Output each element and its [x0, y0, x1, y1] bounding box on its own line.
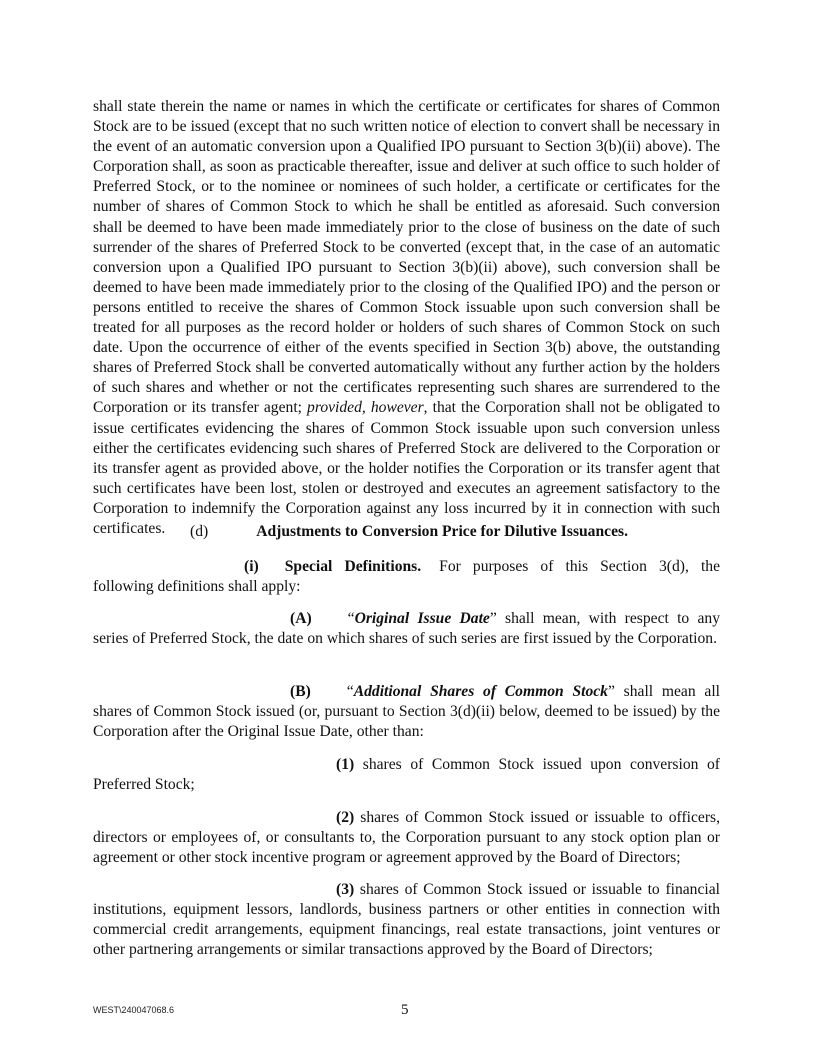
section-d-label: (d) [190, 523, 209, 540]
sub-B-label: (B) [290, 683, 311, 700]
item-1-paragraph [93, 755, 720, 795]
section-d-title: Adjustments to Conversion Price for Dilutive Issuances. [256, 523, 628, 540]
intro-text-b: , that the Corporation shall not be obligated to issue certificates evidencing the shares of Common Stock issuable upon such conversion unless either the certificates evidencing such shares of Preferred Stock are delivered to the Corporation or its transfer agent as provided above, or the holder notifies the Corporation or its transfer agent that such certificates have been lost, stolen or destroyed and executes an agreement satisfactory to the Corporation to indemnify the Corporation against any loss incurred by it in connection with such certificates. [93, 399, 720, 537]
sub-B-paragraph: (B) “Additional Shares of Common Stock” shall mean all shares of Common Stock issued (or, pursuant to Section 3(d)(ii) below, deemed to be issued) by the Corporation after the Original Issue Date, other than: [93, 683, 720, 741]
page-number: 5 [401, 1002, 409, 1018]
item-3-text: shares of Common Stock issued or issuable to financial institutions, equipment lessors, landlords, business partners or other entities in connection with commercial credit arrangements, equipment financings, real estate transactions, joint ventures or other partnering arrangements or similar transactions approved by the Board of Directors; [93, 881, 720, 959]
sub-B-text: shall mean all shares of Common Stock issued (or, pursuant to Section 3(d)(ii) below, deemed to be issued) by the Corporation after the Original Issue Date, other than: [93, 683, 720, 741]
section-d-heading [190, 522, 628, 542]
intro-italic: provided, however [307, 399, 424, 417]
sub-i-text: For purposes of this Section 3(d), the following definitions shall apply: [93, 558, 720, 596]
intro-text-a: shall state therein the name or names in which the certificate or certificates for shares of Common Stock are to be issued (except that no such written notice of election to convert shall be necessary in the event of an automatic conversion upon a Qualified IPO pursuant to Section 3(b)(ii) above). The Corporation shall, as soon as practicable thereafter, issue and deliver at such office to such holder of Preferred Stock, or to the nominee or nominees of such holder, a certificate or certificates for the number of shares of Common Stock to which he shall be entitled as aforesaid. Such conversion shall be deemed to have been made immediately prior to the close of business on the date of such surrender of the shares of Preferred Stock to be converted (except that, in the case of an automatic conversion upon a Qualified IPO pursuant to Section 3(b)(ii) above), such conversion shall be deemed to have been made immediately prior to the closing of the Qualified IPO) and the person or persons entitled to receive the shares of Common Stock issuable upon such conversion shall be treated for all purposes as the record holder or holders of such shares of Common Stock on such date. Upon the occurrence of either of the events specified in Section 3(b) above, the outstanding shares of Preferred Stock shall be converted automatically without any further action by the holders of such shares and whether or not the certificates representing such shares are surrendered to the Corporation or its transfer agent; [93, 98, 720, 417]
sub-i-title: Special Definitions. [284, 558, 422, 575]
sub-i-paragraph [93, 557, 720, 597]
item-3-label: (3) [336, 881, 355, 898]
sub-A-term: Original Issue Date [354, 610, 490, 627]
sub-A-paragraph: (A) “Original Issue Date” shall mean, with respect to any series of Preferred Stock, the date on which shares of such series are first issued by the Corporation. [93, 610, 720, 648]
item-3-paragraph [93, 880, 720, 960]
item-2-text: shares of Common Stock issued or issuable to officers, directors or employees of, or consultants to, the Corporation pursuant to any stock option plan or agreement or other stock incentive program or agreement approved by the Board of Directors; [93, 809, 720, 867]
intro-paragraph [93, 97, 720, 539]
item-2-label: (2) [336, 809, 355, 826]
sub-i-label: (i) [244, 558, 259, 575]
footer-document-id: WEST\240047068.6 [93, 1005, 175, 1015]
sub-A-text: shall mean, with respect to any series of Preferred Stock, the date on which shares of such series are first issued by the Corporation. [93, 610, 720, 648]
item-1-label: (1) [336, 756, 355, 773]
item-2-paragraph [93, 808, 720, 868]
sub-A-label: (A) [290, 610, 312, 627]
item-1-text: shares of Common Stock issued upon conversion of Preferred Stock; [93, 756, 720, 794]
sub-B-term: Additional Shares of Common Stock [353, 683, 608, 700]
